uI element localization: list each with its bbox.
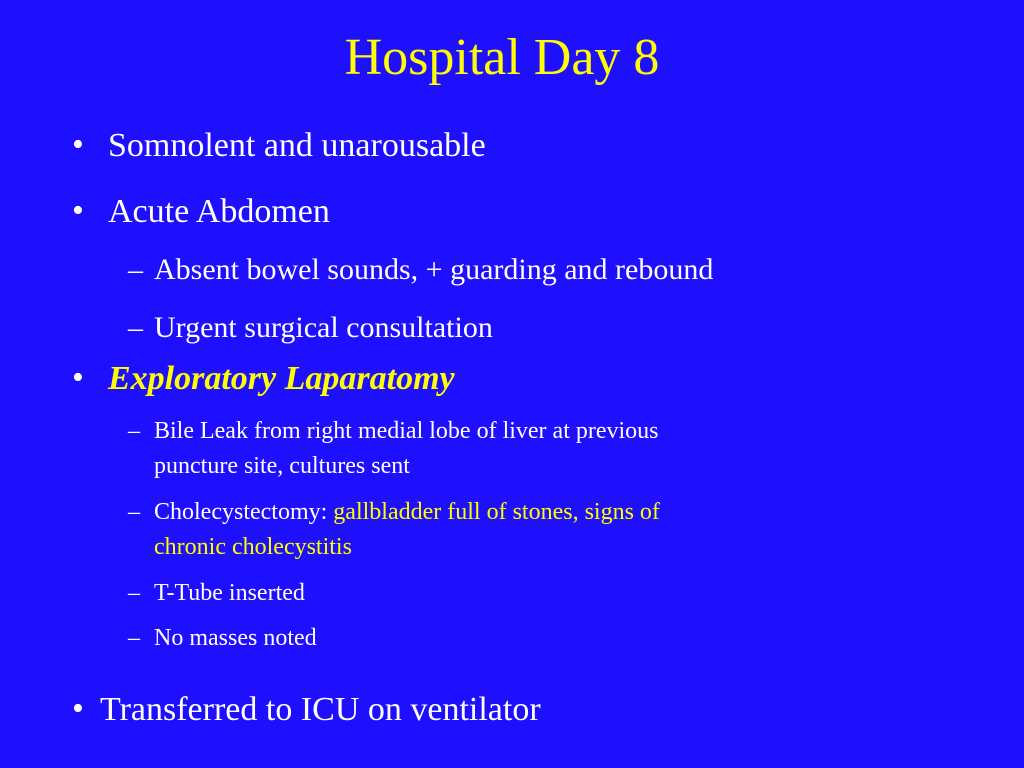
subitem-cholecystectomy-line2: chronic cholecystitis [154, 534, 352, 560]
bullet-item-transferred-icu: Transferred to ICU on ventilator [100, 691, 541, 728]
dash-icon: – [128, 625, 140, 651]
bullet-icon: • [72, 359, 84, 396]
bullet-icon: • [72, 690, 84, 727]
subitem-urgent-consult: Urgent surgical consultation [154, 311, 493, 344]
subitem-absent-bowel-sounds: Absent bowel sounds, + guarding and rebound [154, 253, 714, 286]
subitem-no-masses: No masses noted [154, 625, 317, 651]
dash-icon: – [128, 580, 140, 606]
subitem-bile-leak-line2: puncture site, cultures sent [154, 453, 410, 479]
dash-icon: – [128, 499, 140, 525]
dash-icon: – [128, 253, 143, 286]
bullet-item-somnolent: Somnolent and unarousable [108, 127, 486, 164]
dash-icon: – [128, 418, 140, 444]
slide-title: Hospital Day 8 [344, 29, 660, 86]
cholecystectomy-label: Cholecystectomy: [154, 499, 334, 525]
bullet-item-exploratory-laparatomy: Exploratory Laparatomy [108, 360, 455, 397]
bullet-item-acute-abdomen: Acute Abdomen [108, 193, 330, 230]
subitem-bile-leak-line1: Bile Leak from right medial lobe of liver at previous [154, 418, 659, 444]
subitem-cholecystectomy-line1 [154, 499, 660, 527]
bullet-icon: • [72, 192, 84, 229]
cholecystectomy-finding: gallbladder full of stones, signs of [333, 499, 660, 525]
dash-icon: – [128, 311, 143, 344]
bullet-icon: • [72, 126, 84, 163]
subitem-t-tube: T-Tube inserted [154, 580, 305, 606]
